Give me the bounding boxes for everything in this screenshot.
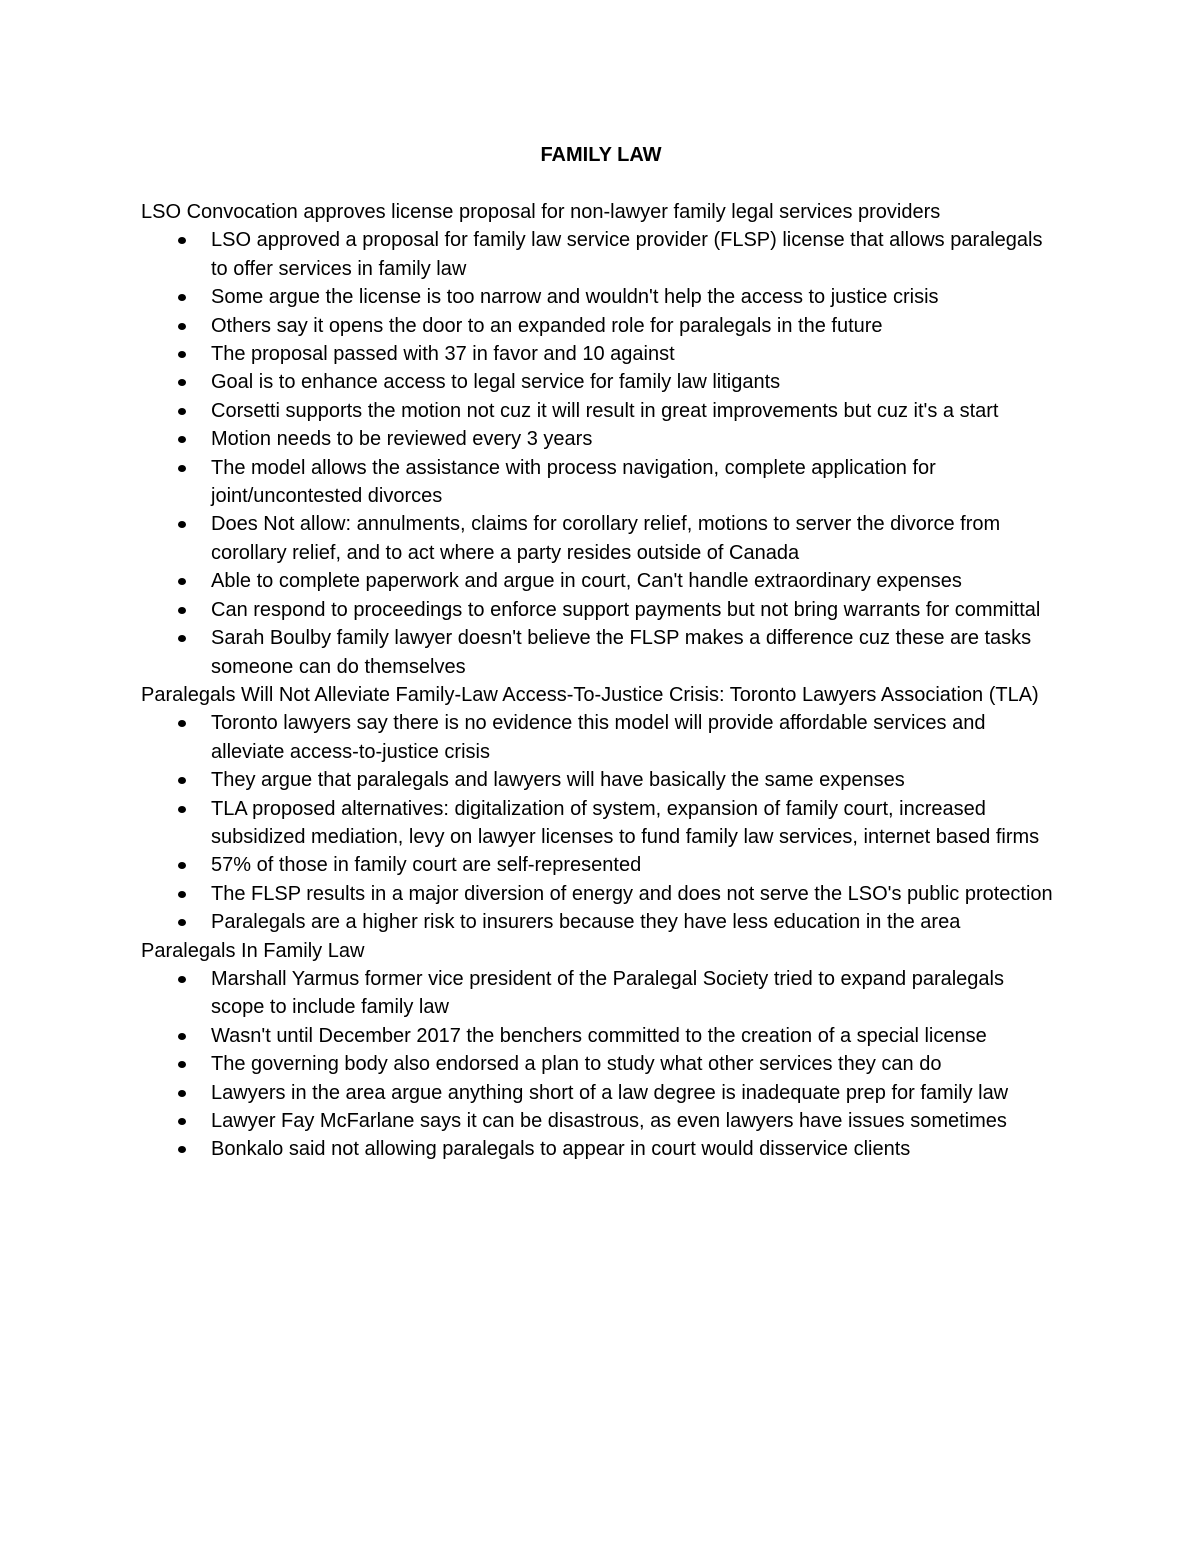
bullet-list — [141, 709, 1061, 936]
section-lso-convocation — [141, 198, 1061, 681]
bullet-dot-icon — [178, 1146, 186, 1153]
bullet-dot-icon — [178, 720, 186, 727]
bullet-item — [141, 510, 1061, 567]
bullet-dot-icon — [178, 578, 186, 585]
bullet-text: The model allows the assistance with process navigation, complete application for joint/uncontested divorces — [211, 456, 936, 508]
bullet-item — [141, 226, 1061, 283]
bullet-dot-icon — [178, 465, 186, 472]
bullet-text: Lawyer Fay McFarlane says it can be disastrous, as even lawyers have issues sometimes — [211, 1110, 1007, 1132]
bullet-item — [141, 795, 1061, 852]
section-heading: Paralegals Will Not Alleviate Family-Law Access-To-Justice Crisis: Toronto Lawyers Association (TLA) — [141, 683, 1039, 706]
bullet-dot-icon — [178, 1061, 186, 1068]
bullet-dot-icon — [178, 1118, 186, 1125]
bullet-text: Able to complete paperwork and argue in court, Can't handle extraordinary expenses — [211, 570, 962, 593]
bullet-list — [141, 226, 1061, 681]
bullet-text: Motion needs to be reviewed every 3 years — [211, 428, 593, 451]
bullet-item — [141, 283, 1061, 311]
bullet-dot-icon — [178, 806, 186, 813]
bullet-text: Toronto lawyers say there is no evidence this model will provide affordable services and alleviate access-to-justice crisis — [211, 712, 986, 763]
bullet-list — [141, 965, 1061, 1164]
bullet-text: Lawyers in the area argue anything short of a law degree is inadequate prep for family law — [211, 1081, 1009, 1104]
bullet-item — [141, 709, 1061, 766]
bullet-dot-icon — [178, 919, 186, 926]
bullet-text: Corsetti supports the motion not cuz it will result in great improvements but cuz it's a start — [211, 399, 999, 422]
bullet-dot-icon — [178, 408, 186, 415]
bullet-text: Bonkalo said not allowing paralegals to appear in court would disservice clients — [211, 1138, 911, 1161]
bullet-item — [141, 624, 1061, 681]
section-tla — [141, 681, 1061, 937]
bullet-dot-icon — [178, 323, 186, 330]
bullet-dot-icon — [178, 521, 186, 528]
bullet-item — [141, 766, 1061, 794]
bullet-text: Wasn't until December 2017 the benchers committed to the creation of a special license — [211, 1024, 987, 1047]
bullet-dot-icon — [178, 976, 186, 983]
bullet-dot-icon — [178, 379, 186, 386]
bullet-dot-icon — [178, 351, 186, 358]
bullet-text: Can respond to proceedings to enforce support payments but not bring warrants for committal — [211, 598, 1041, 621]
bullet-text: 57% of those in family court are self-represented — [211, 854, 642, 877]
bullet-text: The proposal passed with 37 in favor and 10 against — [211, 343, 675, 366]
bullet-dot-icon — [178, 1033, 186, 1040]
bullet-item — [141, 1022, 1061, 1050]
bullet-item — [141, 1050, 1061, 1078]
document-title: FAMILY LAW — [540, 144, 662, 166]
bullet-text: Goal is to enhance access to legal service for family law litigants — [211, 371, 781, 394]
bullet-item — [141, 567, 1061, 595]
bullet-text: Marshall Yarmus former vice president of the Paralegal Society tried to expand paralegals scope to include family law — [211, 967, 1004, 1019]
bullet-dot-icon — [178, 1090, 186, 1097]
bullet-item — [141, 880, 1061, 908]
bullet-dot-icon — [178, 862, 186, 869]
bullet-dot-icon — [178, 635, 186, 642]
bullet-text: LSO approved a proposal for family law service provider (FLSP) license that allows paralegals to offer services in family law — [211, 229, 1043, 280]
bullet-item — [141, 425, 1061, 453]
bullet-item — [141, 340, 1061, 368]
bullet-item — [141, 851, 1061, 879]
bullet-item — [141, 312, 1061, 340]
bullet-dot-icon — [178, 777, 186, 784]
bullet-item — [141, 596, 1061, 624]
bullet-item — [141, 1135, 1061, 1163]
bullet-dot-icon — [178, 294, 186, 301]
bullet-text: The FLSP results in a major diversion of energy and does not serve the LSO's public protection — [211, 882, 1053, 905]
bullet-item — [141, 965, 1061, 1022]
bullet-item — [141, 908, 1061, 936]
bullet-item — [141, 397, 1061, 425]
bullet-text: The governing body also endorsed a plan to study what other services they can do — [211, 1053, 942, 1076]
section-heading: LSO Convocation approves license proposal for non-lawyer family legal services providers — [141, 201, 941, 223]
bullet-text: Some argue the license is too narrow and wouldn't help the access to justice crisis — [211, 286, 939, 309]
bullet-text: Does Not allow: annulments, claims for corollary relief, motions to server the divorce from corollary relief, and to act where a party resides outside of Canada — [211, 513, 1001, 564]
bullet-item — [141, 1079, 1061, 1107]
document-page — [141, 141, 1061, 1164]
bullet-item — [141, 368, 1061, 396]
bullet-dot-icon — [178, 891, 186, 898]
bullet-item — [141, 454, 1061, 511]
bullet-text: They argue that paralegals and lawyers will have basically the same expenses — [211, 769, 905, 792]
bullet-dot-icon — [178, 237, 186, 244]
section-heading: Paralegals In Family Law — [141, 939, 365, 962]
bullet-item — [141, 1107, 1061, 1135]
bullet-dot-icon — [178, 436, 186, 443]
bullet-text: Paralegals are a higher risk to insurers because they have less education in the area — [211, 911, 961, 934]
bullet-text: TLA proposed alternatives: digitalization of system, expansion of family court, increased subsidized mediation, levy on lawyer licenses to fund family law services, internet based firms — [211, 797, 1040, 848]
bullet-text: Sarah Boulby family lawyer doesn't believe the FLSP makes a difference cuz these are tasks someone can do themselves — [211, 627, 1032, 678]
bullet-dot-icon — [178, 607, 186, 614]
section-paralegals-in-family-law — [141, 937, 1061, 1164]
bullet-text: Others say it opens the door to an expanded role for paralegals in the future — [211, 314, 883, 337]
